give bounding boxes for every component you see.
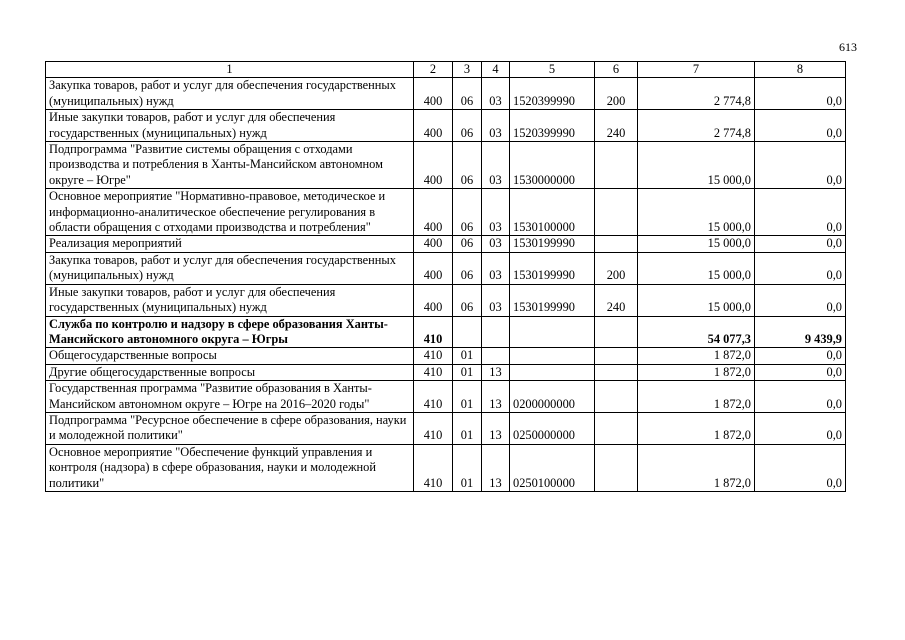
cell-amount-federal: 0,0 — [755, 78, 846, 110]
cell-section: 01 — [453, 381, 482, 413]
column-header: 3 — [453, 62, 482, 78]
table-row — [46, 316, 846, 348]
cell-amount-total: 1 872,0 — [638, 348, 755, 364]
cell-subsection: 13 — [482, 444, 510, 491]
cell-section: 06 — [453, 236, 482, 252]
cell-section: 06 — [453, 110, 482, 142]
cell-section: 01 — [453, 348, 482, 364]
cell-amount-total: 2 774,8 — [638, 110, 755, 142]
cell-target-article: 0250000000 — [510, 412, 595, 444]
cell-name: Реализация мероприятий — [46, 236, 414, 252]
cell-target-article: 1520399990 — [510, 78, 595, 110]
cell-section — [453, 316, 482, 348]
cell-ministry-code: 410 — [414, 316, 453, 348]
cell-name: Закупка товаров, работ и услуг для обеспечения государственных (муниципальных) нужд — [46, 78, 414, 110]
table-row — [46, 110, 846, 142]
cell-expense-type — [595, 236, 638, 252]
table-row — [46, 284, 846, 316]
cell-amount-federal: 0,0 — [755, 412, 846, 444]
cell-section: 06 — [453, 78, 482, 110]
cell-ministry-code: 400 — [414, 236, 453, 252]
cell-ministry-code: 400 — [414, 78, 453, 110]
cell-amount-federal: 0,0 — [755, 252, 846, 284]
cell-amount-federal: 0,0 — [755, 348, 846, 364]
column-header: 4 — [482, 62, 510, 78]
column-header: 8 — [755, 62, 846, 78]
cell-expense-type — [595, 364, 638, 380]
column-header: 5 — [510, 62, 595, 78]
cell-subsection: 03 — [482, 142, 510, 189]
cell-target-article: 1530100000 — [510, 189, 595, 236]
column-header: 1 — [46, 62, 414, 78]
cell-expense-type — [595, 189, 638, 236]
cell-target-article: 1520399990 — [510, 110, 595, 142]
cell-amount-federal: 0,0 — [755, 189, 846, 236]
cell-name: Подпрограмма "Ресурсное обеспечение в сфере образования, науки и молодежной политики" — [46, 412, 414, 444]
cell-amount-total: 15 000,0 — [638, 284, 755, 316]
cell-subsection: 03 — [482, 110, 510, 142]
table-row — [46, 412, 846, 444]
cell-amount-federal: 0,0 — [755, 110, 846, 142]
cell-name: Государственная программа "Развитие образования в Ханты-Мансийском автономном округе – Югре на 2016–2020 годы" — [46, 381, 414, 413]
cell-expense-type — [595, 412, 638, 444]
cell-expense-type — [595, 444, 638, 491]
cell-section: 01 — [453, 364, 482, 380]
cell-ministry-code: 400 — [414, 142, 453, 189]
cell-amount-total: 1 872,0 — [638, 364, 755, 380]
cell-amount-total: 15 000,0 — [638, 252, 755, 284]
cell-target-article: 0200000000 — [510, 381, 595, 413]
table-row — [46, 142, 846, 189]
cell-subsection: 03 — [482, 78, 510, 110]
cell-section: 06 — [453, 284, 482, 316]
cell-ministry-code: 410 — [414, 364, 453, 380]
cell-expense-type — [595, 348, 638, 364]
cell-target-article — [510, 316, 595, 348]
cell-name: Общегосударственные вопросы — [46, 348, 414, 364]
cell-subsection: 13 — [482, 364, 510, 380]
cell-expense-type — [595, 316, 638, 348]
cell-subsection — [482, 348, 510, 364]
cell-section: 06 — [453, 252, 482, 284]
cell-name: Другие общегосударственные вопросы — [46, 364, 414, 380]
cell-ministry-code: 410 — [414, 348, 453, 364]
table-row — [46, 252, 846, 284]
cell-ministry-code: 410 — [414, 444, 453, 491]
cell-amount-federal: 0,0 — [755, 444, 846, 491]
cell-ministry-code: 400 — [414, 189, 453, 236]
cell-expense-type — [595, 381, 638, 413]
cell-ministry-code: 400 — [414, 284, 453, 316]
cell-expense-type: 240 — [595, 284, 638, 316]
cell-amount-total: 15 000,0 — [638, 142, 755, 189]
table-row — [46, 78, 846, 110]
cell-subsection: 03 — [482, 236, 510, 252]
page-number: 613 — [839, 40, 857, 54]
table-row — [46, 189, 846, 236]
cell-name: Подпрограмма "Развитие системы обращения с отходами производства и потребления в Ханты-Мансийском автономном округе – Югре" — [46, 142, 414, 189]
cell-amount-federal: 0,0 — [755, 381, 846, 413]
cell-name: Закупка товаров, работ и услуг для обеспечения государственных (муниципальных) нужд — [46, 252, 414, 284]
cell-target-article — [510, 348, 595, 364]
cell-subsection: 03 — [482, 189, 510, 236]
cell-ministry-code: 400 — [414, 110, 453, 142]
cell-ministry-code: 410 — [414, 381, 453, 413]
cell-name: Иные закупки товаров, работ и услуг для обеспечения государственных (муниципальных) нужд — [46, 110, 414, 142]
cell-section: 01 — [453, 412, 482, 444]
table-row — [46, 348, 846, 364]
cell-section: 06 — [453, 189, 482, 236]
table-row — [46, 364, 846, 380]
cell-expense-type: 200 — [595, 252, 638, 284]
cell-amount-total: 1 872,0 — [638, 412, 755, 444]
cell-subsection: 13 — [482, 412, 510, 444]
cell-subsection — [482, 316, 510, 348]
cell-ministry-code: 400 — [414, 252, 453, 284]
cell-name: Основное мероприятие "Обеспечение функций управления и контроля (надзора) в сфере образования, науки и молодежной политики" — [46, 444, 414, 491]
cell-expense-type: 240 — [595, 110, 638, 142]
cell-amount-federal: 0,0 — [755, 284, 846, 316]
table-row — [46, 444, 846, 491]
table-row — [46, 236, 846, 252]
cell-subsection: 03 — [482, 284, 510, 316]
cell-section: 01 — [453, 444, 482, 491]
cell-target-article: 1530000000 — [510, 142, 595, 189]
cell-amount-total: 2 774,8 — [638, 78, 755, 110]
cell-name: Иные закупки товаров, работ и услуг для обеспечения государственных (муниципальных) нужд — [46, 284, 414, 316]
cell-amount-federal: 0,0 — [755, 142, 846, 189]
cell-amount-federal: 0,0 — [755, 364, 846, 380]
cell-amount-federal: 9 439,9 — [755, 316, 846, 348]
cell-ministry-code: 410 — [414, 412, 453, 444]
cell-target-article: 1530199990 — [510, 236, 595, 252]
table-row — [46, 381, 846, 413]
column-header: 7 — [638, 62, 755, 78]
cell-subsection: 03 — [482, 252, 510, 284]
cell-subsection: 13 — [482, 381, 510, 413]
cell-amount-total: 1 872,0 — [638, 444, 755, 491]
budget-table — [45, 61, 846, 492]
column-header: 6 — [595, 62, 638, 78]
cell-expense-type — [595, 142, 638, 189]
table-header-row — [46, 62, 846, 78]
cell-amount-total: 15 000,0 — [638, 236, 755, 252]
cell-amount-total: 1 872,0 — [638, 381, 755, 413]
cell-target-article: 0250100000 — [510, 444, 595, 491]
column-header: 2 — [414, 62, 453, 78]
cell-amount-total: 54 077,3 — [638, 316, 755, 348]
cell-amount-federal: 0,0 — [755, 236, 846, 252]
cell-name: Служба по контролю и надзору в сфере образования Ханты-Мансийского автономного округа – Югры — [46, 316, 414, 348]
cell-target-article — [510, 364, 595, 380]
cell-amount-total: 15 000,0 — [638, 189, 755, 236]
cell-target-article: 1530199990 — [510, 252, 595, 284]
cell-target-article: 1530199990 — [510, 284, 595, 316]
cell-name: Основное мероприятие "Нормативно-правовое, методическое и информационно-аналитическое обеспечение регулирования в области обращения с отходами производства и потребления" — [46, 189, 414, 236]
cell-section: 06 — [453, 142, 482, 189]
cell-expense-type: 200 — [595, 78, 638, 110]
